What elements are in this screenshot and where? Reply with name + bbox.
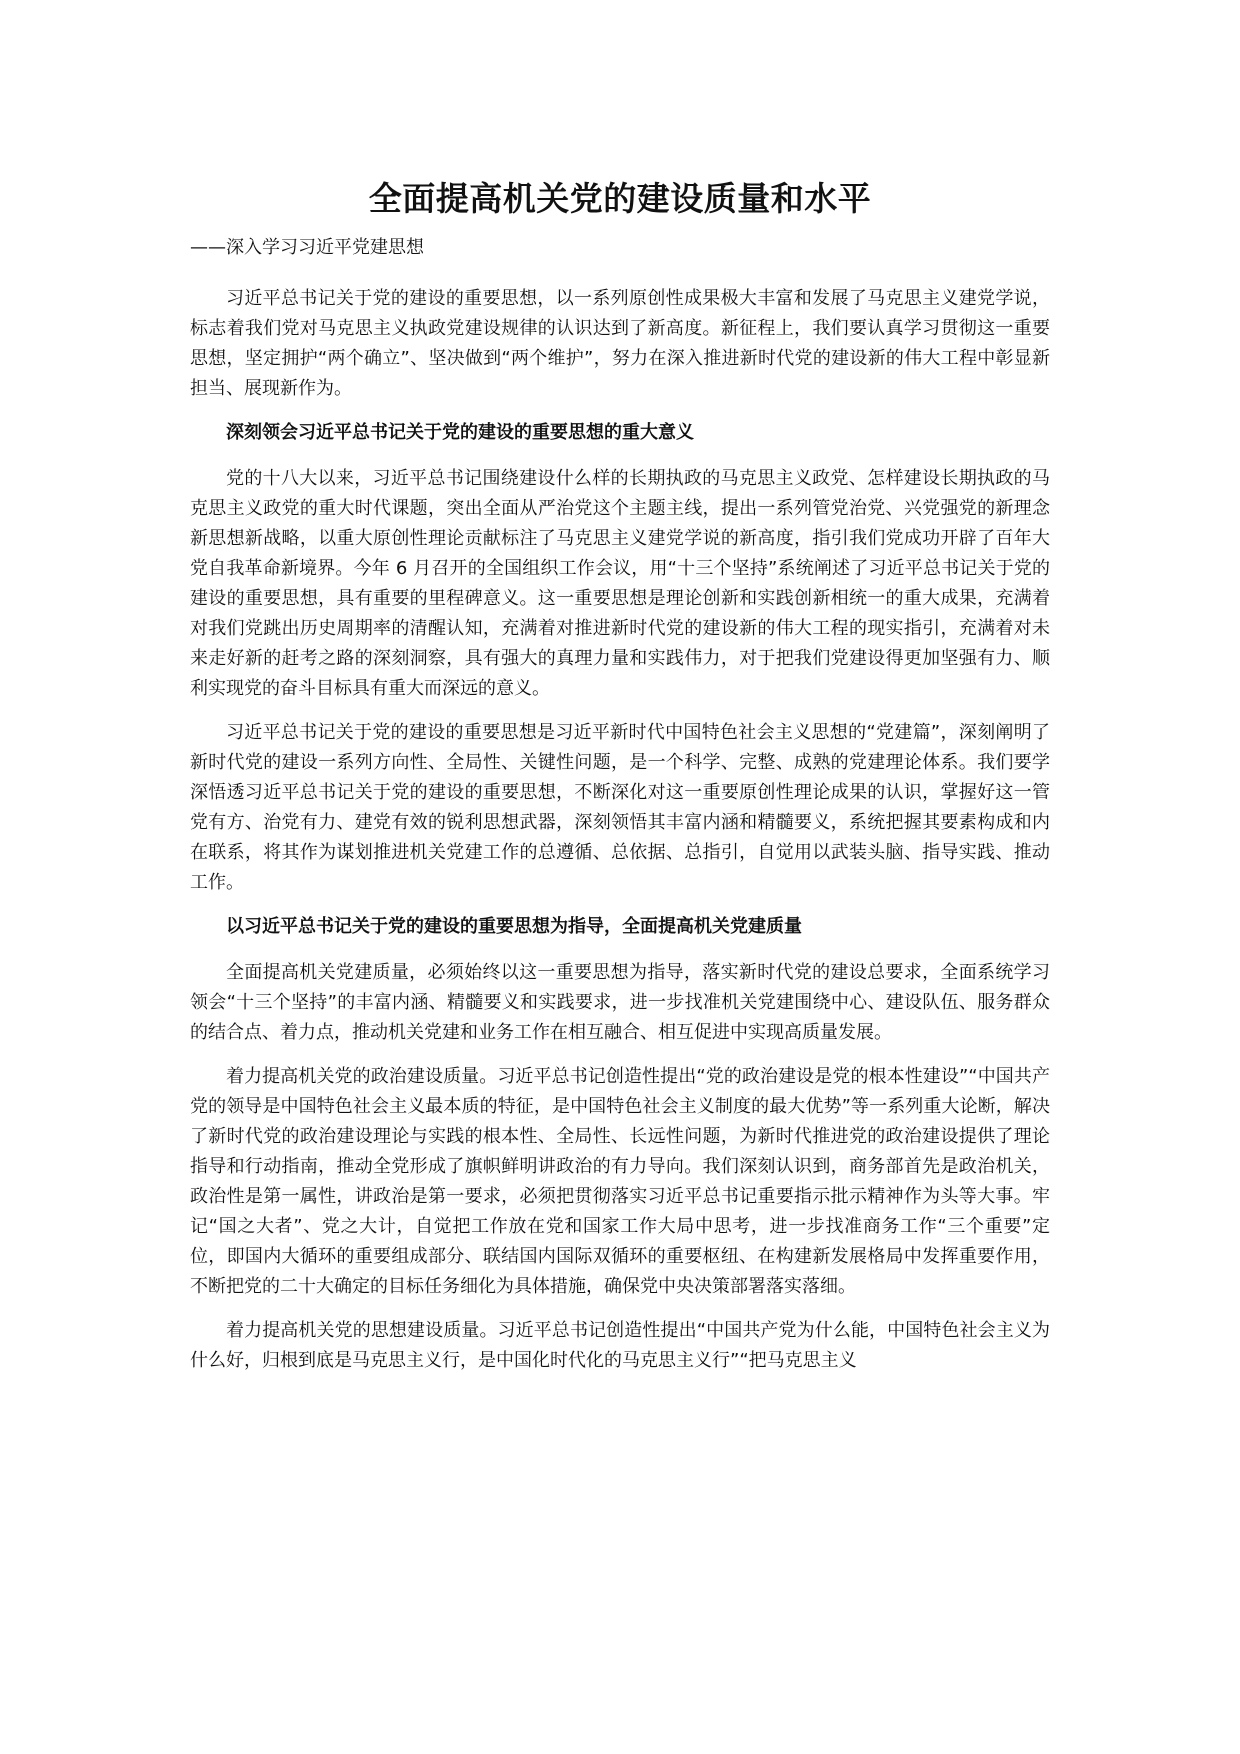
document-title: 全面提高机关党的建设质量和水平 [368, 179, 872, 218]
paragraph-intro: 习近平总书记关于党的建设的重要思想，以一系列原创性成果极大丰富和发展了马克思主义建党学说，标志着我们党对马克思主义执政党建设规律的认识达到了新高度。新征程上，我们要认真学习贯彻这一重要思想，坚定拥护“两个确立”、坚决做到“两个维护”，努力在深入推进新时代党的建设新的伟大工程中彰显新担当、展现新作为。 [190, 288, 1050, 399]
section-heading-significance: 深刻领会习近平总书记关于党的建设的重要思想的重大意义 [226, 422, 694, 443]
document-subtitle: ——深入学习习近平党建思想 [190, 237, 424, 258]
paragraph-significance-1: 党的十八大以来，习近平总书记围绕建设什么样的长期执政的马克思主义政党、怎样建设长期执政的马克思主义政党的重大时代课题，突出全面从严治党这个主题主线，提出一系列管党治党、兴党强党的新理念新思想新战略，以重大原创性理论贡献标注了马克思主义建党学说的新高度，指引我们党成功开辟了百年大党自我革命新境界。今年 6 月召开的全国组织工作会议，用“十三个坚持”系统阐述了习近平总书记关于党的建设的重要思想，具有重要的里程碑意义。这一重要思想是理论创新和实践创新相统一的重大成果，充满着对我们党跳出历史周期率的清醒认知，充满着对推进新时代党的建设新的伟大工程的现实指引，充满着对未来走好新的赶考之路的深刻洞察，具有强大的真理力量和实践伟力，对于把我们党建设得更加坚强有力、顺利实现党的奋斗目标具有重大而深远的意义。 [190, 468, 1050, 699]
paragraph-political-building: 着力提高机关党的政治建设质量。习近平总书记创造性提出“党的政治建设是党的根本性建设”“中国共产党的领导是中国特色社会主义最本质的特征，是中国特色社会主义制度的最大优势”等一系列重大论断，解决了新时代党的政治建设理论与实践的根本性、全局性、长远性问题，为新时代推进党的政治建设提供了理论指导和行动指南，推动全党形成了旗帜鲜明讲政治的有力导向。我们深刻认识到，商务部首先是政治机关，政治性是第一属性，讲政治是第一要求，必须把贯彻落实习近平总书记重要指示批示精神作为头等大事。牢记“国之大者”、党之大计，自觉把工作放在党和国家工作大局中思考，进一步找准商务工作“三个重要”定位，即国内大循环的重要组成部分、联结国内国际双循环的重要枢纽、在构建新发展格局中发挥重要作用，不断把党的二十大确定的目标任务细化为具体措施，确保党中央决策部署落实落细。 [190, 1066, 1050, 1297]
paragraph-significance-2: 习近平总书记关于党的建设的重要思想是习近平新时代中国特色社会主义思想的“党建篇”，深刻阐明了新时代党的建设一系列方向性、全局性、关键性问题，是一个科学、完整、成熟的党建理论体系。我们要学深悟透习近平总书记关于党的建设的重要思想，不断深化对这一重要原创性理论成果的认识，掌握好这一管党有方、治党有力、建党有效的锐利思想武器，深刻领悟其丰富内涵和精髓要义，系统把握其要素构成和内在联系，将其作为谋划推进机关党建工作的总遵循、总依据、总指引，自觉用以武装头脑、指导实践、推动工作。 [190, 722, 1050, 893]
paragraph-quality-intro: 全面提高机关党建质量，必须始终以这一重要思想为指导，落实新时代党的建设总要求，全面系统学习领会“十三个坚持”的丰富内涵、精髓要义和实践要求，进一步找准机关党建围绕中心、建设队伍、服务群众的结合点、着力点，推动机关党建和业务工作在相互融合、相互促进中实现高质量发展。 [190, 962, 1050, 1043]
section-heading-quality: 以习近平总书记关于党的建设的重要思想为指导，全面提高机关党建质量 [226, 916, 802, 937]
document-body [190, 176, 1050, 1390]
paragraph-ideological-building: 着力提高机关党的思想建设质量。习近平总书记创造性提出“中国共产党为什么能，中国特色社会主义为什么好，归根到底是马克思主义行，是中国化时代化的马克思主义行”“把马克思主义 [190, 1320, 1050, 1371]
